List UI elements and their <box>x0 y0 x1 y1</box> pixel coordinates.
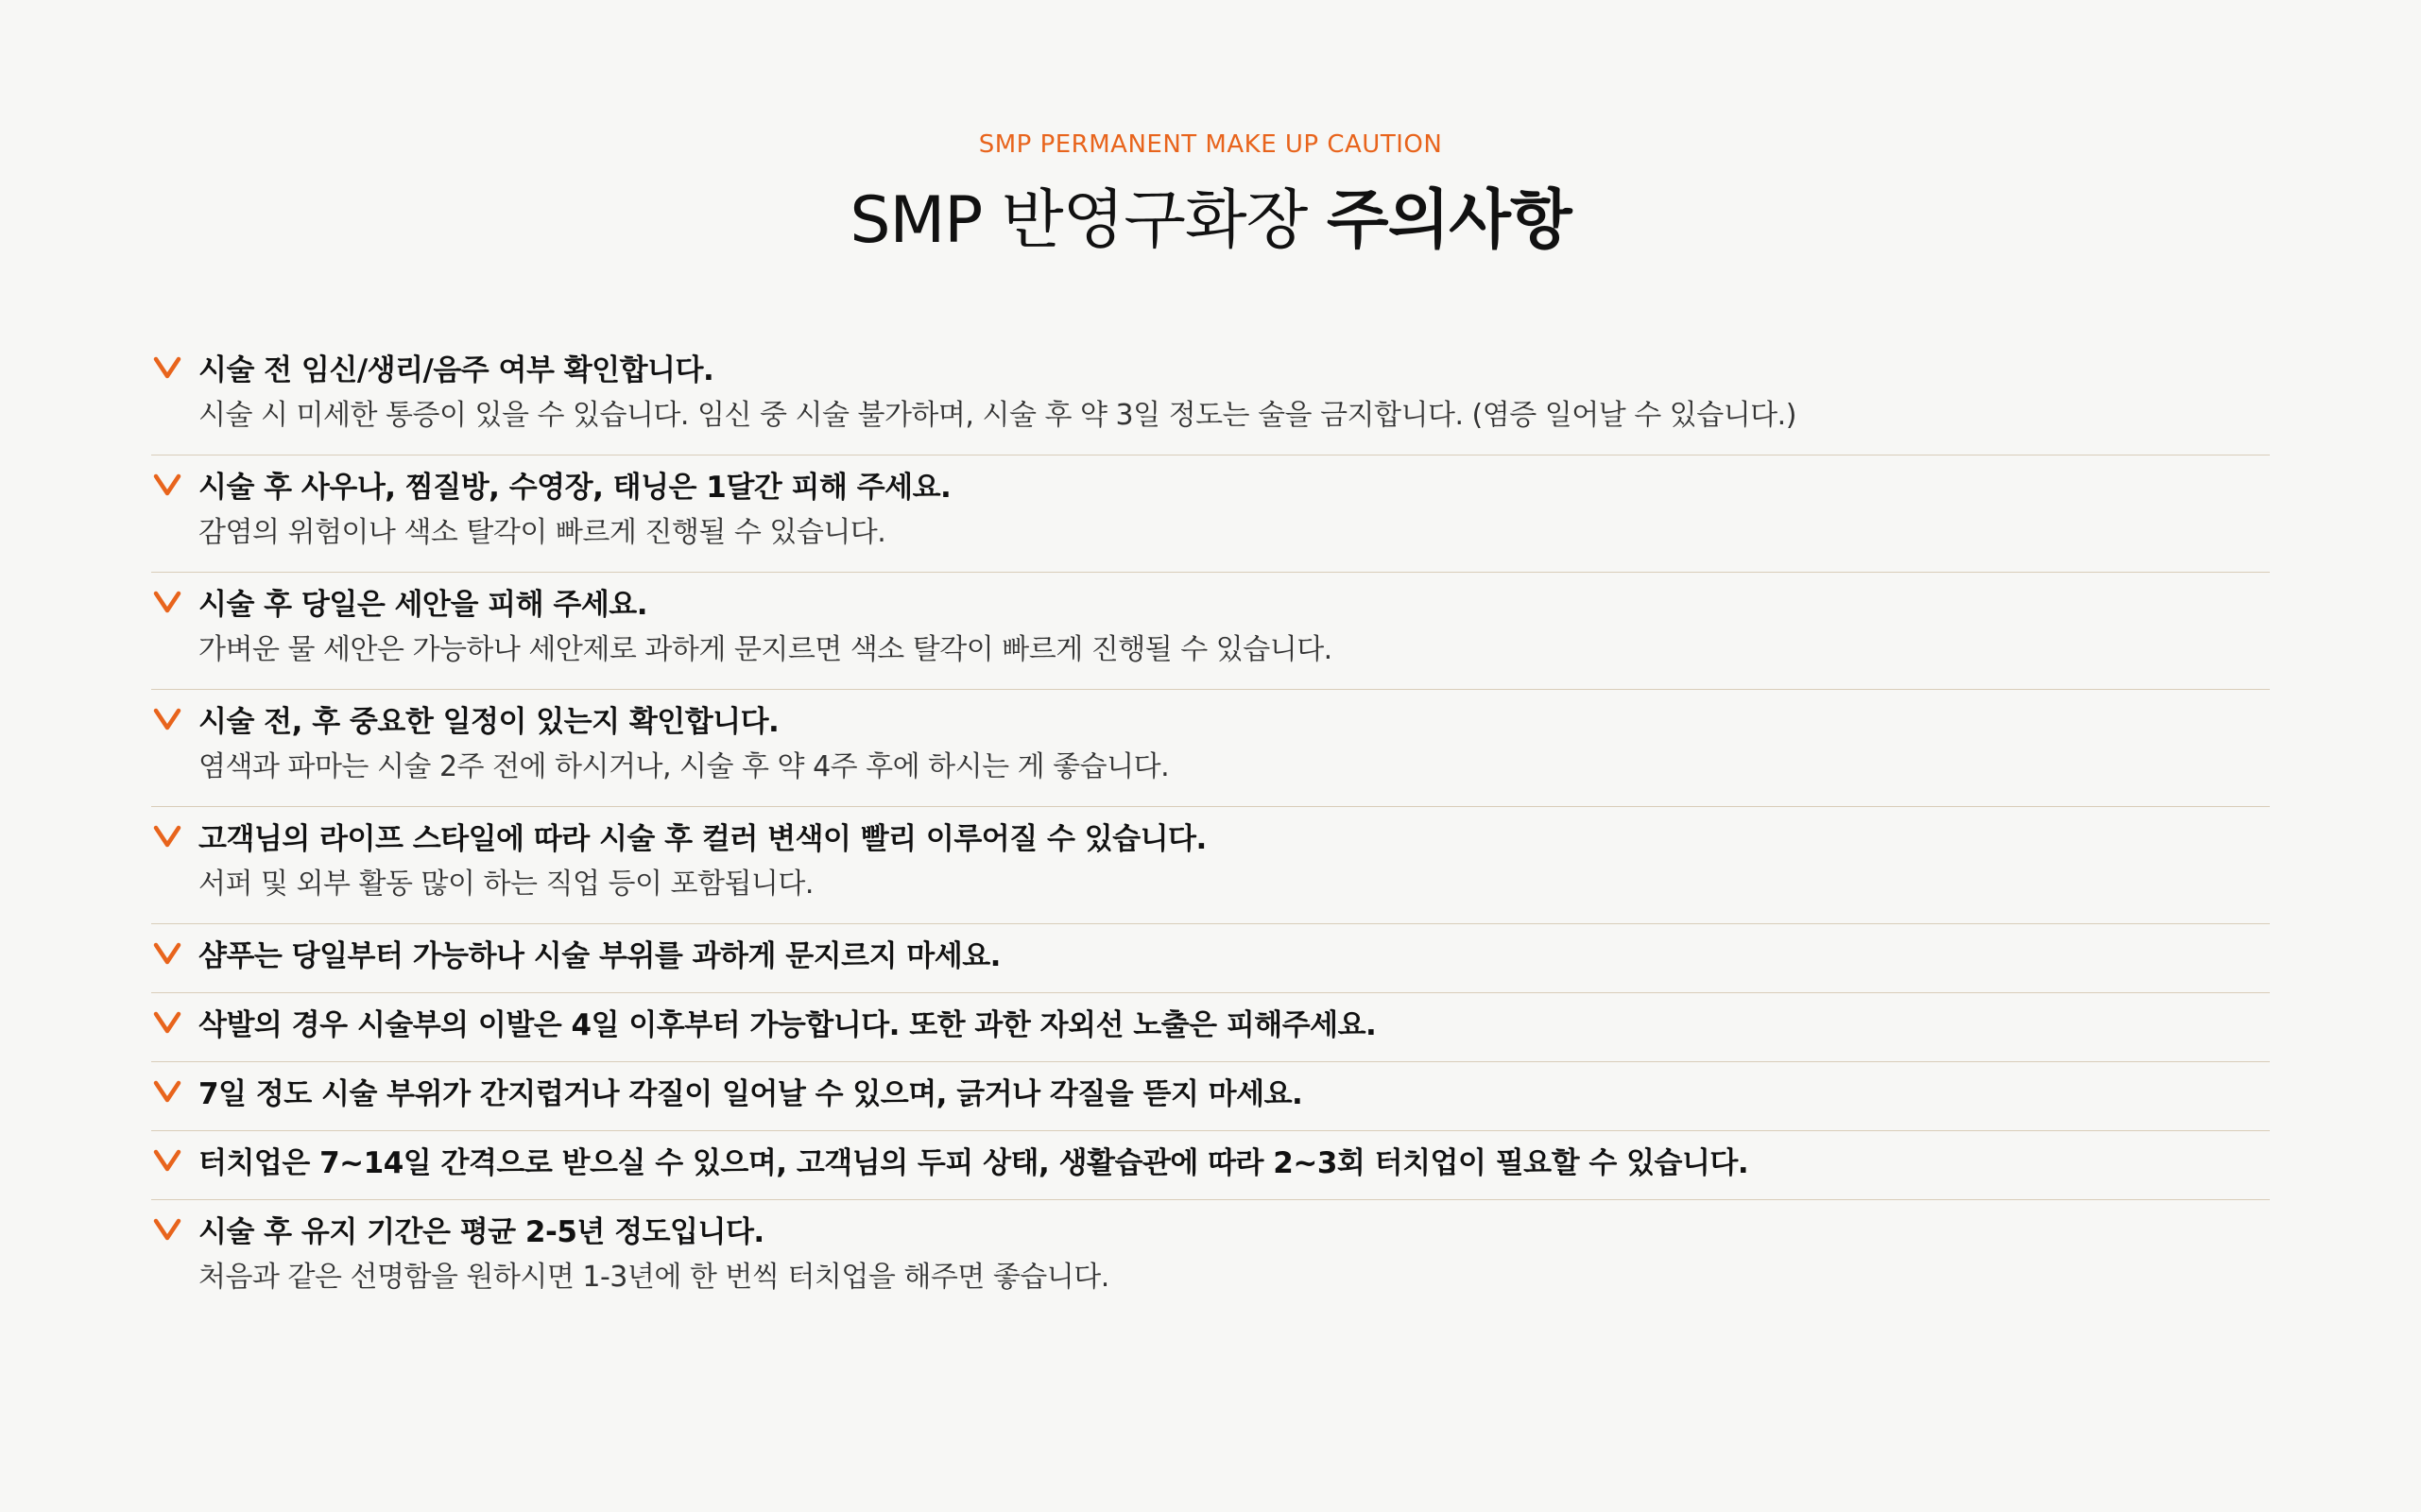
caution-item-title: 시술 전 임신/생리/음주 여부 확인합니다. <box>198 353 714 387</box>
chevron-down-icon <box>153 472 181 497</box>
chevron-down-icon <box>153 590 181 614</box>
caution-item <box>151 690 2270 807</box>
chevron-down-icon <box>153 941 181 966</box>
chevron-down-icon <box>153 1217 181 1242</box>
caution-item-desc: 염색과 파마는 시술 2주 전에 하시거나, 시술 후 약 4주 후에 하시는 게 좋습니다. <box>198 750 1170 783</box>
page-title-bold: 주의사항 <box>1326 183 1571 258</box>
caution-header <box>0 128 2421 264</box>
page-title-regular: SMP 반영구화장 <box>850 183 1327 258</box>
caution-item <box>151 924 2270 993</box>
chevron-down-icon <box>153 1079 181 1104</box>
chevron-down-icon <box>153 707 181 731</box>
caution-item-title: 삭발의 경우 시술부의 이발은 4일 이후부터 가능합니다. 또한 과한 자외선 노출은 피해주세요. <box>198 1008 1377 1042</box>
chevron-down-icon <box>153 824 181 849</box>
caution-item-title: 시술 후 유지 기간은 평균 2-5년 정도입니다. <box>198 1215 764 1249</box>
caution-item <box>151 993 2270 1062</box>
chevron-down-icon <box>153 1010 181 1035</box>
caution-item <box>151 1131 2270 1200</box>
caution-list <box>151 338 2270 1317</box>
caution-item-title: 시술 전, 후 중요한 일정이 있는지 확인합니다. <box>198 705 780 739</box>
caution-item-desc: 처음과 같은 선명함을 원하시면 1-3년에 한 번씩 터치업을 해주면 좋습니다. <box>198 1261 1109 1294</box>
caution-item-desc: 시술 시 미세한 통증이 있을 수 있습니다. 임신 중 시술 불가하며, 시술 후 약 3일 정도는 술을 금지합니다. (염증 일어날 수 있습니다.) <box>198 399 1796 432</box>
caution-item <box>151 807 2270 924</box>
chevron-down-icon <box>153 1148 181 1173</box>
caution-item <box>151 1200 2270 1317</box>
caution-item-title: 샴푸는 당일부터 가능하나 시술 부위를 과하게 문지르지 마세요. <box>198 939 1001 973</box>
caution-item <box>151 573 2270 690</box>
caution-item-desc: 서퍼 및 외부 활동 많이 하는 직업 등이 포함됩니다. <box>198 868 814 901</box>
chevron-down-icon <box>153 355 181 380</box>
caution-item-desc: 가벼운 물 세안은 가능하나 세안제로 과하게 문지르면 색소 탈각이 빠르게 진행될 수 있습니다. <box>198 633 1332 666</box>
caution-item-desc: 감염의 위험이나 색소 탈각이 빠르게 진행될 수 있습니다. <box>198 516 886 549</box>
caution-item-title: 시술 후 사우나, 찜질방, 수영장, 태닝은 1달간 피해 주세요. <box>198 471 952 505</box>
caution-item-title: 7일 정도 시술 부위가 간지럽거나 각질이 일어날 수 있으며, 긁거나 각질을 뜯지 마세요. <box>198 1077 1303 1111</box>
eyebrow-text: SMP PERMANENT MAKE UP CAUTION <box>978 130 1443 159</box>
caution-item-title: 터치업은 7~14일 간격으로 받으실 수 있으며, 고객님의 두피 상태, 생활습관에 따라 2~3회 터치업이 필요할 수 있습니다. <box>198 1146 1749 1180</box>
caution-item-title: 시술 후 당일은 세안을 피해 주세요. <box>198 588 647 622</box>
caution-item-title: 고객님의 라이프 스타일에 따라 시술 후 컬러 변색이 빨리 이루어질 수 있습니다. <box>198 822 1207 856</box>
caution-item <box>151 1062 2270 1131</box>
caution-item <box>151 455 2270 573</box>
caution-item <box>151 338 2270 455</box>
page-title <box>0 179 2421 264</box>
